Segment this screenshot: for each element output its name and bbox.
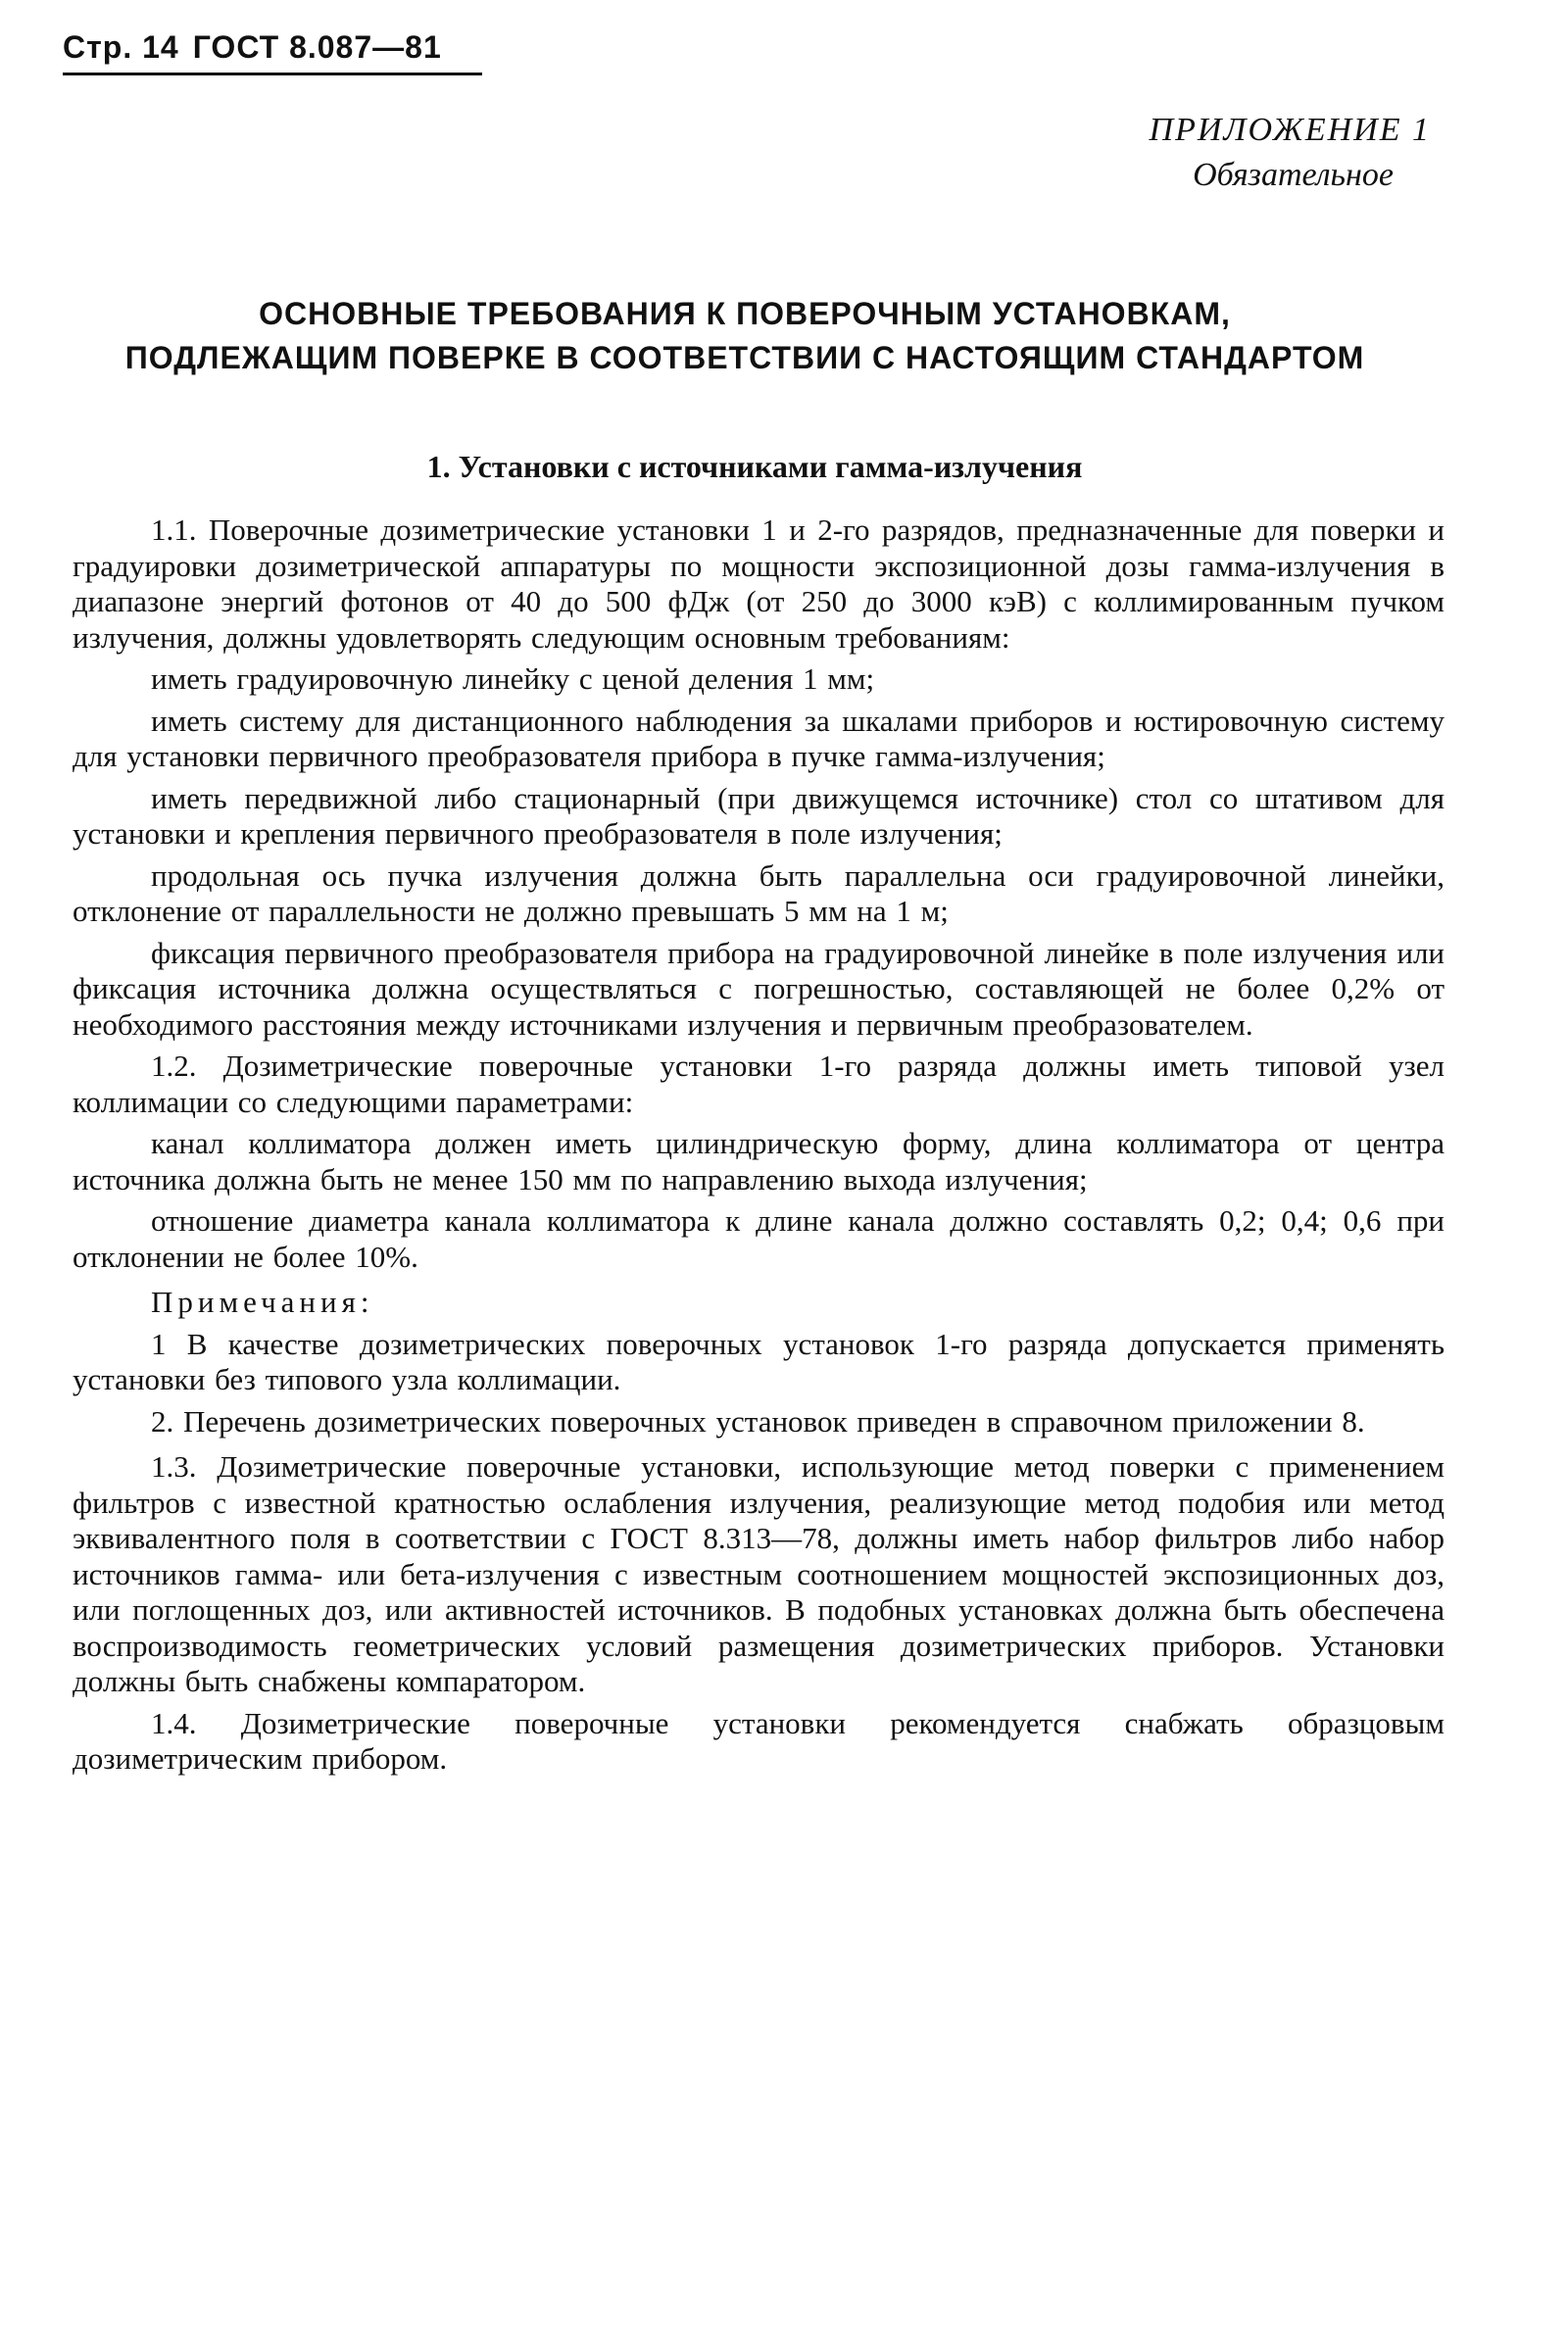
paragraph-1-1: 1.1. Поверочные дозиметрические установки 1 и 2-го разрядов, предназначенные для поверки и градуировки дозиметрической аппаратуры по мощности экспозиционной дозы гамма-излучения в диапазоне энергий фотонов от 40 до 500 фДж (от 250 до 3000 кэВ) с коллимированным пучком излучения, должны удовлетворять следующим основным требованиям: (73, 512, 1445, 655)
note-1: 1 В качестве дозиметрических поверочных установок 1-го разряда допускается применять установки без типового узла коллимации. (73, 1326, 1445, 1396)
appendix-title: ПРИЛОЖЕНИЕ 1 (1149, 112, 1431, 148)
notes-label: Примечания: (151, 1285, 374, 1319)
appendix-status: Обязательное (1193, 157, 1394, 193)
standard-number: ГОСТ 8.087—81 (192, 29, 442, 65)
document-title (59, 292, 1431, 380)
document-title-line-1: ОСНОВНЫЕ ТРЕБОВАНИЯ К ПОВЕРОЧНЫМ УСТАНОВКАМ, (259, 296, 1231, 331)
collimator-ratio: отношение диаметра канала коллиматора к длине канала должно составлять 0,2; 0,4; 0,6 при отклонении не более 10%. (73, 1203, 1445, 1274)
document-body (73, 512, 1445, 1783)
section-title: 1. Установки с источниками гамма-излучения (426, 449, 1083, 484)
appendix-block (1150, 108, 1431, 198)
requirement-table: иметь передвижной либо стационарный (при движущемся источнике) стол со штативом для установки и крепления первичного преобразователя в поле излучения; (73, 780, 1445, 851)
header-rule (63, 73, 482, 75)
requirement-remote-observation: иметь систему для дистанционного наблюдения за шкалами приборов и юстировочную систему для установки первичного преобразователя прибора в пучке гамма-излучения; (73, 703, 1445, 773)
document-title-line-2: ПОДЛЕЖАЩИМ ПОВЕРКЕ В СООТВЕТСТВИИ С НАСТОЯЩИМ СТАНДАРТОМ (124, 340, 1365, 375)
collimator-channel: канал коллиматора должен иметь цилиндрическую форму, длина коллиматора от центра источника должна быть не менее 150 мм по направлению выхода излучения; (73, 1126, 1445, 1196)
paragraph-1-3: 1.3. Дозиметрические поверочные установки, использующие метод поверки с применением фильтров с известной кратностью ослабления излучения, реализующие метод подобия или метод эквивалентного поля в соответствии с ГОСТ 8.313—78, должны иметь набор фильтров либо набор источников гамма- или бета-излучения с известным соотношением мощностей экспозиционных доз, или поглощенных доз, или активностей источников. В подобных установках должна быть обеспечена воспроизводимость геометрических условий размещения дозиметрических приборов. Установки должны быть снабжены компаратором. (73, 1449, 1445, 1698)
page-header (63, 29, 442, 66)
requirement-beam-axis: продольная ось пучка излучения должна быть параллельна оси градуировочной линейки, отклонение от параллельности не должно превышать 5 мм на 1 м; (73, 857, 1445, 928)
note-2: 2. Перечень дозиметрических поверочных установок приведен в справочном приложении 8. (151, 1403, 1365, 1439)
requirement-ruler: иметь градуировочную линейку с ценой деления 1 мм; (151, 661, 875, 696)
requirement-fixation: фиксация первичного преобразователя прибора на градуировочной линейке в поле излучения или фиксация источника должна осуществляться с погрешностью, составляющей не более 0,2% от необходимого расстояния между источниками излучения и первичным преобразователем. (73, 935, 1445, 1042)
paragraph-1-4: 1.4. Дозиметрические поверочные установки рекомендуется снабжать образцовым дозиметрическим прибором. (73, 1705, 1445, 1776)
page-number: Стр. 14 (63, 29, 179, 65)
paragraph-1-2: 1.2. Дозиметрические поверочные установки 1-го разряда должны иметь типовой узел коллимации со следующими параметрами: (73, 1049, 1445, 1119)
